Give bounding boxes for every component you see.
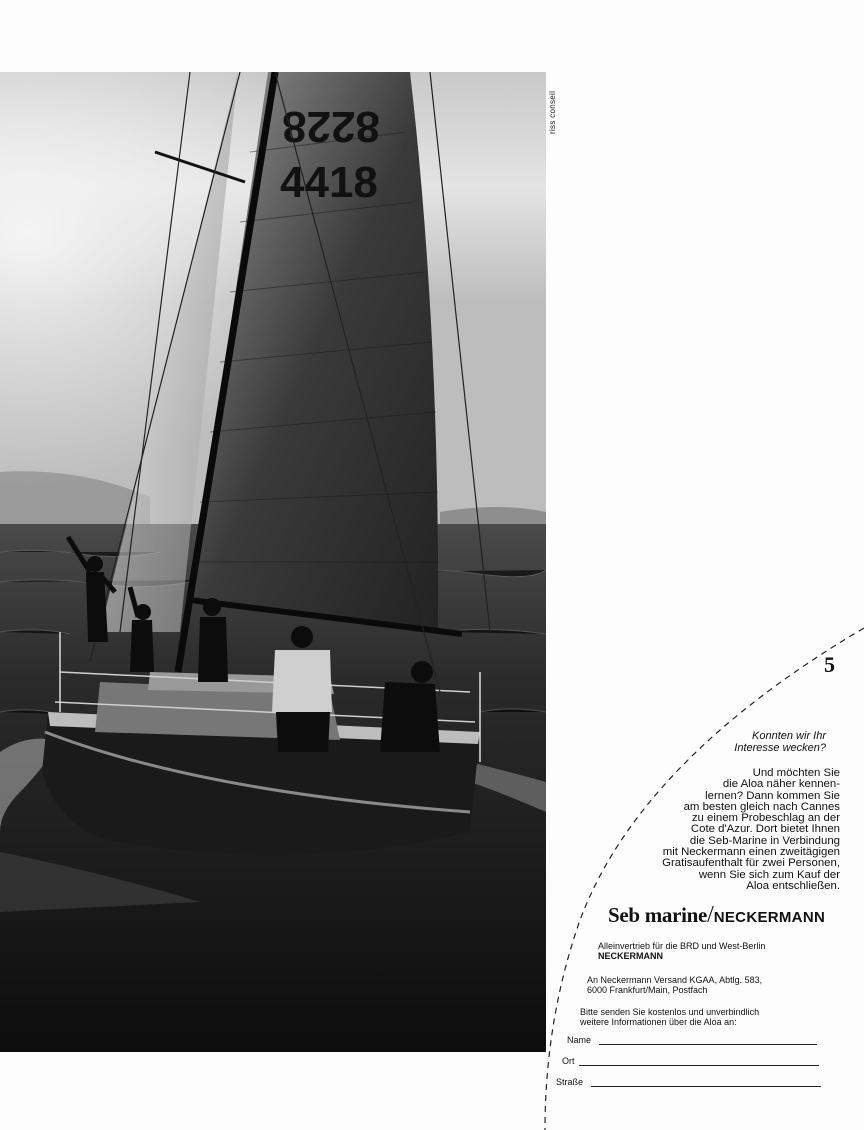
distribution-note	[598, 941, 765, 961]
request-text	[580, 1007, 759, 1027]
question-line: Interesse wecken?	[734, 742, 826, 754]
distribution-company: NECKERMANN	[598, 951, 663, 961]
photo-credit: riss conseil	[548, 90, 557, 134]
name-field[interactable]	[599, 1034, 817, 1045]
offer-line: Und möchten Sie	[752, 767, 840, 779]
distribution-line: Alleinvertrieb für die BRD und West-Berlin	[598, 941, 766, 951]
offer-line: lernen? Dann kommen Sie	[705, 789, 840, 802]
form-row-ort	[562, 1055, 819, 1066]
address-line: An Neckermann Versand KGAA, Abtlg. 583,	[587, 975, 763, 985]
offer-line: Gratisaufenthalt für zwei Personen,	[662, 857, 840, 870]
strasse-field[interactable]	[591, 1076, 821, 1087]
name-label: Name	[567, 1035, 592, 1045]
brand-seb-marine: Seb marine	[608, 903, 708, 927]
request-line: weitere Informationen über die Aloa an:	[580, 1017, 737, 1027]
offer-line: die Seb-Marine in Verbindung	[689, 834, 840, 847]
question-line: Konnten wir Ihr	[752, 730, 826, 742]
request-line: Bitte senden Sie kostenlos und unverbindlich	[580, 1007, 760, 1017]
offer-line: Aloa entschließen.	[746, 879, 840, 892]
ort-label: Ort	[562, 1056, 575, 1066]
offer-line: zu einem Probeschlag an der	[691, 812, 840, 825]
form-row-name	[567, 1034, 817, 1045]
form-row-strasse	[556, 1076, 821, 1087]
ort-field[interactable]	[579, 1055, 819, 1066]
offer-line: Cote d'Azur. Dort bietet Ihnen	[690, 823, 840, 836]
offer-line: die Aloa näher kennen-	[722, 778, 840, 791]
sail-number-top: 8228	[282, 102, 380, 151]
sailboat-photo	[0, 72, 546, 1052]
page-number: 5	[824, 652, 835, 677]
offer-line: mit Neckermann einen zweitägigen	[662, 846, 840, 859]
sail-number-bottom: 4418	[280, 158, 378, 207]
brand-neckermann: NECKERMANN	[713, 909, 826, 926]
question-text	[660, 730, 826, 754]
offer-line: wenn Sie sich zum Kauf der	[698, 868, 840, 881]
strasse-label: Straße	[556, 1077, 584, 1087]
mailing-address	[587, 975, 762, 995]
address-line: 6000 Frankfurt/Main, Postfach	[587, 985, 708, 995]
offer-line: am besten gleich nach Cannes	[683, 800, 840, 813]
brand-logo	[608, 902, 825, 929]
brand-slash: /	[707, 902, 714, 928]
offer-text	[600, 768, 840, 892]
